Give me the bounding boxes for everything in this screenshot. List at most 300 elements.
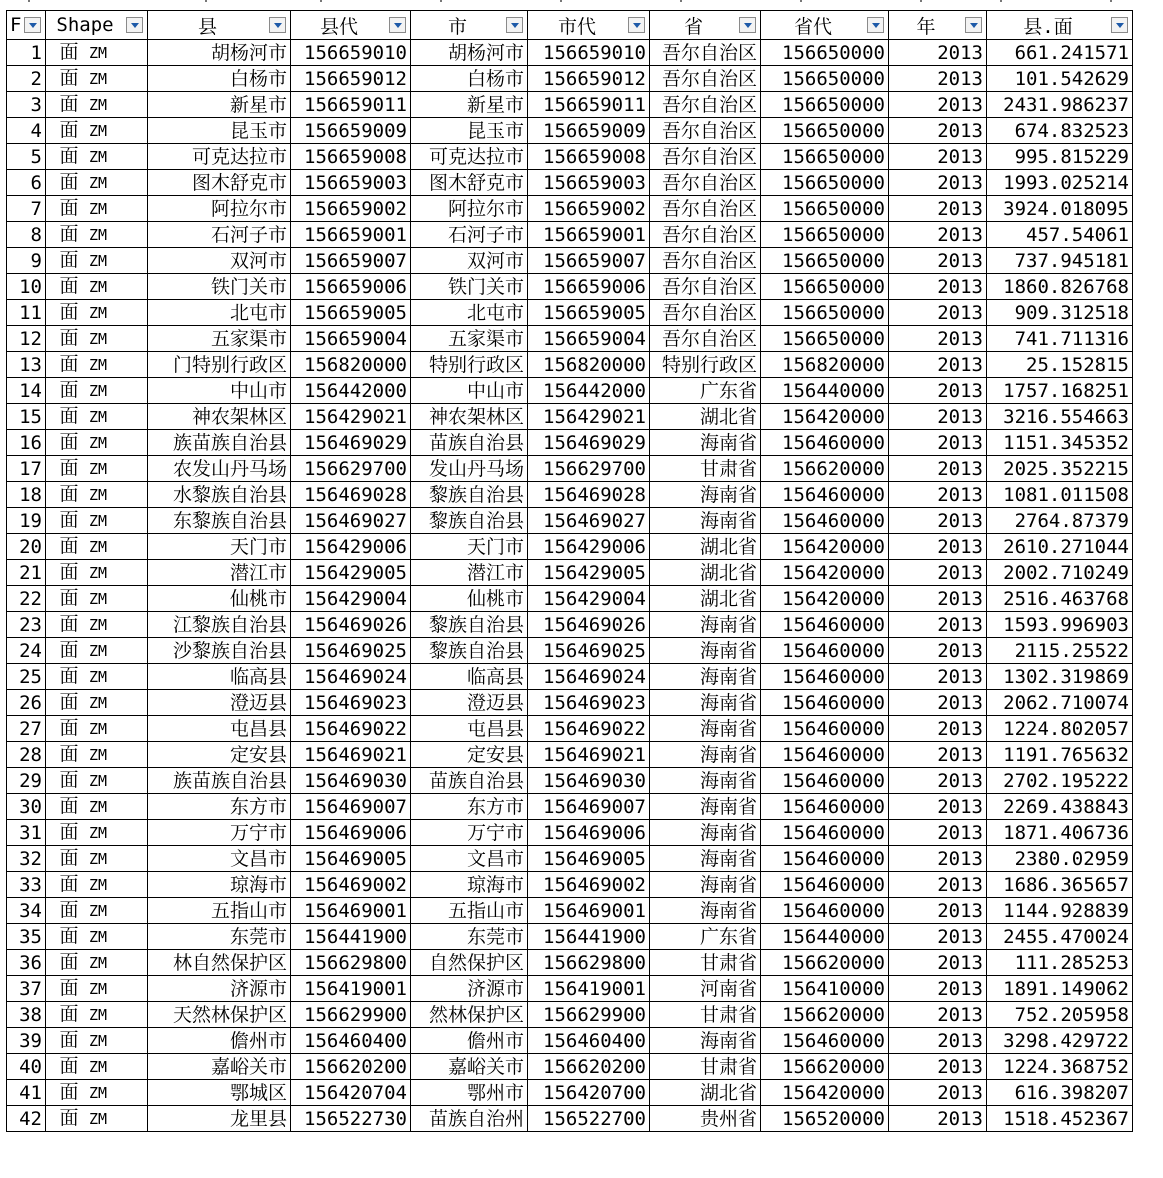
- table-row[interactable]: [7, 898, 1133, 924]
- cell-fid[interactable]: 22: [7, 586, 46, 612]
- col-header-area[interactable]: 县.面: [987, 11, 1133, 40]
- filter-dropdown-icon[interactable]: [739, 17, 756, 33]
- cell-area[interactable]: 1891.149062: [987, 976, 1133, 1002]
- cell-area[interactable]: 1686.365657: [987, 872, 1133, 898]
- cell-shape[interactable]: [46, 820, 148, 846]
- cell-fid[interactable]: 19: [7, 508, 46, 534]
- cell-city-code[interactable]: 156659006: [528, 274, 650, 300]
- cell-province[interactable]: 海南省: [650, 872, 761, 898]
- cell-city[interactable]: 琼海市: [411, 872, 528, 898]
- cell-province[interactable]: 广东省: [650, 378, 761, 404]
- cell-city[interactable]: 仙桃市: [411, 586, 528, 612]
- cell-area[interactable]: 3216.554663: [987, 404, 1133, 430]
- cell-year[interactable]: 2013: [889, 534, 987, 560]
- cell-province[interactable]: 湖北省: [650, 1080, 761, 1106]
- cell-city-code[interactable]: 156522700: [528, 1106, 650, 1132]
- cell-shape[interactable]: [46, 976, 148, 1002]
- cell-county-code[interactable]: 156469028: [291, 482, 411, 508]
- table-row[interactable]: [7, 976, 1133, 1002]
- cell-fid[interactable]: 35: [7, 924, 46, 950]
- cell-fid[interactable]: 23: [7, 612, 46, 638]
- cell-province[interactable]: 海南省: [650, 690, 761, 716]
- cell-county[interactable]: 琼海市: [148, 872, 291, 898]
- cell-shape[interactable]: [46, 378, 148, 404]
- filter-dropdown-icon[interactable]: [506, 17, 523, 33]
- cell-province[interactable]: 甘肃省: [650, 1054, 761, 1080]
- cell-city-code[interactable]: 156659007: [528, 248, 650, 274]
- cell-city-code[interactable]: 156469030: [528, 768, 650, 794]
- cell-shape[interactable]: [46, 1054, 148, 1080]
- cell-shape[interactable]: [46, 404, 148, 430]
- table-row[interactable]: [7, 846, 1133, 872]
- cell-fid[interactable]: 4: [7, 118, 46, 144]
- cell-shape[interactable]: [46, 924, 148, 950]
- cell-province[interactable]: 海南省: [650, 794, 761, 820]
- cell-fid[interactable]: 6: [7, 170, 46, 196]
- cell-province[interactable]: 海南省: [650, 716, 761, 742]
- cell-fid[interactable]: 8: [7, 222, 46, 248]
- cell-area[interactable]: 1302.319869: [987, 664, 1133, 690]
- table-row[interactable]: [7, 378, 1133, 404]
- cell-county[interactable]: 族苗族自治县: [148, 768, 291, 794]
- cell-county[interactable]: 石河子市: [148, 222, 291, 248]
- cell-year[interactable]: 2013: [889, 716, 987, 742]
- cell-shape[interactable]: [46, 664, 148, 690]
- cell-city-code[interactable]: 156419001: [528, 976, 650, 1002]
- cell-province[interactable]: 海南省: [650, 482, 761, 508]
- cell-county[interactable]: 图木舒克市: [148, 170, 291, 196]
- cell-county-code[interactable]: 156629900: [291, 1002, 411, 1028]
- cell-city-code[interactable]: 156469021: [528, 742, 650, 768]
- cell-province[interactable]: 海南省: [650, 742, 761, 768]
- cell-county-code[interactable]: 156659010: [291, 40, 411, 66]
- cell-county[interactable]: 江黎族自治县: [148, 612, 291, 638]
- cell-province[interactable]: 吾尔自治区: [650, 300, 761, 326]
- cell-province-code[interactable]: 156650000: [761, 196, 889, 222]
- cell-city-code[interactable]: 156469028: [528, 482, 650, 508]
- cell-shape[interactable]: [46, 1106, 148, 1132]
- col-header-province[interactable]: 省: [650, 11, 761, 40]
- cell-province[interactable]: 湖北省: [650, 586, 761, 612]
- cell-fid[interactable]: 3: [7, 92, 46, 118]
- cell-area[interactable]: 995.815229: [987, 144, 1133, 170]
- cell-county[interactable]: 五家渠市: [148, 326, 291, 352]
- cell-city-code[interactable]: 156659003: [528, 170, 650, 196]
- table-row[interactable]: [7, 534, 1133, 560]
- cell-city-code[interactable]: 156629900: [528, 1002, 650, 1028]
- cell-province-code[interactable]: 156410000: [761, 976, 889, 1002]
- cell-fid[interactable]: 32: [7, 846, 46, 872]
- cell-county[interactable]: 林自然保护区: [148, 950, 291, 976]
- cell-area[interactable]: 2764.87379: [987, 508, 1133, 534]
- cell-area[interactable]: 1151.345352: [987, 430, 1133, 456]
- cell-county-code[interactable]: 156429006: [291, 534, 411, 560]
- cell-year[interactable]: 2013: [889, 820, 987, 846]
- table-row[interactable]: [7, 768, 1133, 794]
- cell-county-code[interactable]: 156469006: [291, 820, 411, 846]
- cell-city[interactable]: 胡杨河市: [411, 40, 528, 66]
- cell-city-code[interactable]: 156659004: [528, 326, 650, 352]
- cell-county-code[interactable]: 156659005: [291, 300, 411, 326]
- filter-dropdown-icon[interactable]: [965, 17, 982, 33]
- cell-city[interactable]: 五家渠市: [411, 326, 528, 352]
- cell-area[interactable]: 1144.928839: [987, 898, 1133, 924]
- cell-city[interactable]: 五指山市: [411, 898, 528, 924]
- cell-shape[interactable]: [46, 716, 148, 742]
- filter-dropdown-icon[interactable]: [867, 17, 884, 33]
- cell-county[interactable]: 可克达拉市: [148, 144, 291, 170]
- cell-shape[interactable]: [46, 92, 148, 118]
- col-header-city[interactable]: 市: [411, 11, 528, 40]
- cell-province[interactable]: 吾尔自治区: [650, 222, 761, 248]
- cell-year[interactable]: 2013: [889, 326, 987, 352]
- cell-province[interactable]: 特别行政区: [650, 352, 761, 378]
- cell-county[interactable]: 东黎族自治县: [148, 508, 291, 534]
- cell-city[interactable]: 黎族自治县: [411, 482, 528, 508]
- cell-county[interactable]: 东莞市: [148, 924, 291, 950]
- cell-city[interactable]: 阿拉尔市: [411, 196, 528, 222]
- cell-county[interactable]: 沙黎族自治县: [148, 638, 291, 664]
- cell-city[interactable]: 临高县: [411, 664, 528, 690]
- cell-shape[interactable]: [46, 300, 148, 326]
- cell-province[interactable]: 吾尔自治区: [650, 66, 761, 92]
- cell-fid[interactable]: 1: [7, 40, 46, 66]
- table-row[interactable]: [7, 1002, 1133, 1028]
- cell-province[interactable]: 广东省: [650, 924, 761, 950]
- cell-city[interactable]: 东莞市: [411, 924, 528, 950]
- cell-city-code[interactable]: 156442000: [528, 378, 650, 404]
- cell-city-code[interactable]: 156429004: [528, 586, 650, 612]
- cell-year[interactable]: 2013: [889, 586, 987, 612]
- table-row[interactable]: [7, 456, 1133, 482]
- cell-county-code[interactable]: 156469026: [291, 612, 411, 638]
- cell-fid[interactable]: 5: [7, 144, 46, 170]
- table-row[interactable]: [7, 170, 1133, 196]
- cell-city-code[interactable]: 156469001: [528, 898, 650, 924]
- table-row[interactable]: [7, 1028, 1133, 1054]
- cell-fid[interactable]: 42: [7, 1106, 46, 1132]
- cell-county[interactable]: 临高县: [148, 664, 291, 690]
- cell-shape[interactable]: [46, 794, 148, 820]
- cell-city[interactable]: 文昌市: [411, 846, 528, 872]
- cell-city-code[interactable]: 156659001: [528, 222, 650, 248]
- cell-county[interactable]: 阿拉尔市: [148, 196, 291, 222]
- cell-year[interactable]: 2013: [889, 378, 987, 404]
- cell-year[interactable]: 2013: [889, 898, 987, 924]
- cell-area[interactable]: 101.542629: [987, 66, 1133, 92]
- cell-shape[interactable]: [46, 950, 148, 976]
- cell-area[interactable]: 909.312518: [987, 300, 1133, 326]
- cell-shape[interactable]: [46, 222, 148, 248]
- cell-province-code[interactable]: 156650000: [761, 326, 889, 352]
- cell-shape[interactable]: [46, 40, 148, 66]
- cell-province-code[interactable]: 156520000: [761, 1106, 889, 1132]
- cell-county-code[interactable]: 156469029: [291, 430, 411, 456]
- table-row[interactable]: [7, 664, 1133, 690]
- cell-county-code[interactable]: 156522730: [291, 1106, 411, 1132]
- cell-province-code[interactable]: 156620000: [761, 1054, 889, 1080]
- cell-fid[interactable]: 11: [7, 300, 46, 326]
- cell-province-code[interactable]: 156650000: [761, 222, 889, 248]
- cell-county[interactable]: 定安县: [148, 742, 291, 768]
- cell-province-code[interactable]: 156440000: [761, 924, 889, 950]
- filter-dropdown-icon[interactable]: [126, 17, 143, 33]
- cell-shape[interactable]: [46, 534, 148, 560]
- col-header-year[interactable]: 年: [889, 11, 987, 40]
- cell-city-code[interactable]: 156629800: [528, 950, 650, 976]
- cell-city-code[interactable]: 156469007: [528, 794, 650, 820]
- cell-province-code[interactable]: 156820000: [761, 352, 889, 378]
- cell-fid[interactable]: 39: [7, 1028, 46, 1054]
- table-row[interactable]: [7, 196, 1133, 222]
- table-row[interactable]: [7, 742, 1133, 768]
- cell-county[interactable]: 神农架林区: [148, 404, 291, 430]
- cell-fid[interactable]: 29: [7, 768, 46, 794]
- cell-county[interactable]: 门特别行政区: [148, 352, 291, 378]
- cell-county-code[interactable]: 156441900: [291, 924, 411, 950]
- cell-shape[interactable]: [46, 742, 148, 768]
- cell-shape[interactable]: [46, 638, 148, 664]
- cell-province[interactable]: 河南省: [650, 976, 761, 1002]
- cell-city[interactable]: 白杨市: [411, 66, 528, 92]
- cell-area[interactable]: 3924.018095: [987, 196, 1133, 222]
- cell-fid[interactable]: 36: [7, 950, 46, 976]
- cell-fid[interactable]: 10: [7, 274, 46, 300]
- cell-city[interactable]: 潜江市: [411, 560, 528, 586]
- cell-year[interactable]: 2013: [889, 612, 987, 638]
- cell-year[interactable]: 2013: [889, 222, 987, 248]
- cell-year[interactable]: 2013: [889, 638, 987, 664]
- cell-area[interactable]: 616.398207: [987, 1080, 1133, 1106]
- cell-shape[interactable]: [46, 170, 148, 196]
- cell-city-code[interactable]: 156469002: [528, 872, 650, 898]
- table-row[interactable]: [7, 274, 1133, 300]
- cell-city[interactable]: 双河市: [411, 248, 528, 274]
- cell-county-code[interactable]: 156469001: [291, 898, 411, 924]
- filter-dropdown-icon[interactable]: [1111, 17, 1128, 33]
- cell-province-code[interactable]: 156460000: [761, 508, 889, 534]
- cell-shape[interactable]: [46, 898, 148, 924]
- cell-province[interactable]: 吾尔自治区: [650, 248, 761, 274]
- cell-province-code[interactable]: 156650000: [761, 144, 889, 170]
- cell-area[interactable]: 111.285253: [987, 950, 1133, 976]
- cell-year[interactable]: 2013: [889, 456, 987, 482]
- cell-province-code[interactable]: 156650000: [761, 118, 889, 144]
- cell-city[interactable]: 昆玉市: [411, 118, 528, 144]
- cell-fid[interactable]: 21: [7, 560, 46, 586]
- col-header-county-code[interactable]: 县代: [291, 11, 411, 40]
- cell-fid[interactable]: 34: [7, 898, 46, 924]
- cell-county-code[interactable]: 156659002: [291, 196, 411, 222]
- cell-county[interactable]: 仙桃市: [148, 586, 291, 612]
- cell-shape[interactable]: [46, 144, 148, 170]
- cell-province-code[interactable]: 156460000: [761, 794, 889, 820]
- cell-province-code[interactable]: 156650000: [761, 92, 889, 118]
- cell-city[interactable]: 济源市: [411, 976, 528, 1002]
- cell-county[interactable]: 双河市: [148, 248, 291, 274]
- cell-province[interactable]: 海南省: [650, 768, 761, 794]
- cell-area[interactable]: 2431.986237: [987, 92, 1133, 118]
- cell-province-code[interactable]: 156650000: [761, 66, 889, 92]
- cell-fid[interactable]: 20: [7, 534, 46, 560]
- cell-year[interactable]: 2013: [889, 872, 987, 898]
- cell-city-code[interactable]: 156659012: [528, 66, 650, 92]
- cell-city-code[interactable]: 156469006: [528, 820, 650, 846]
- table-row[interactable]: [7, 924, 1133, 950]
- cell-county-code[interactable]: 156429004: [291, 586, 411, 612]
- cell-province[interactable]: 海南省: [650, 664, 761, 690]
- cell-area[interactable]: 2455.470024: [987, 924, 1133, 950]
- table-row[interactable]: [7, 248, 1133, 274]
- cell-area[interactable]: 737.945181: [987, 248, 1133, 274]
- cell-fid[interactable]: 37: [7, 976, 46, 1002]
- cell-year[interactable]: 2013: [889, 664, 987, 690]
- cell-year[interactable]: 2013: [889, 690, 987, 716]
- cell-year[interactable]: 2013: [889, 66, 987, 92]
- cell-county-code[interactable]: 156460400: [291, 1028, 411, 1054]
- cell-area[interactable]: 2115.25522: [987, 638, 1133, 664]
- table-row[interactable]: [7, 638, 1133, 664]
- cell-province[interactable]: 海南省: [650, 508, 761, 534]
- cell-shape[interactable]: [46, 456, 148, 482]
- cell-county-code[interactable]: 156469027: [291, 508, 411, 534]
- cell-province[interactable]: 湖北省: [650, 534, 761, 560]
- cell-province[interactable]: 甘肃省: [650, 456, 761, 482]
- cell-province[interactable]: 海南省: [650, 820, 761, 846]
- table-row[interactable]: [7, 352, 1133, 378]
- cell-county-code[interactable]: 156659009: [291, 118, 411, 144]
- cell-county-code[interactable]: 156419001: [291, 976, 411, 1002]
- cell-province-code[interactable]: 156460000: [761, 430, 889, 456]
- cell-province-code[interactable]: 156420000: [761, 404, 889, 430]
- cell-county[interactable]: 昆玉市: [148, 118, 291, 144]
- table-row[interactable]: [7, 300, 1133, 326]
- cell-province-code[interactable]: 156650000: [761, 300, 889, 326]
- cell-county[interactable]: 潜江市: [148, 560, 291, 586]
- cell-year[interactable]: 2013: [889, 924, 987, 950]
- cell-province-code[interactable]: 156460000: [761, 872, 889, 898]
- cell-shape[interactable]: [46, 352, 148, 378]
- cell-fid[interactable]: 18: [7, 482, 46, 508]
- cell-province-code[interactable]: 156460000: [761, 690, 889, 716]
- cell-county-code[interactable]: 156469007: [291, 794, 411, 820]
- cell-year[interactable]: 2013: [889, 404, 987, 430]
- cell-county-code[interactable]: 156469023: [291, 690, 411, 716]
- cell-county[interactable]: 天门市: [148, 534, 291, 560]
- cell-city-code[interactable]: 156659005: [528, 300, 650, 326]
- cell-city[interactable]: 中山市: [411, 378, 528, 404]
- cell-year[interactable]: 2013: [889, 560, 987, 586]
- cell-city-code[interactable]: 156441900: [528, 924, 650, 950]
- cell-year[interactable]: 2013: [889, 794, 987, 820]
- cell-province-code[interactable]: 156650000: [761, 274, 889, 300]
- cell-city-code[interactable]: 156659011: [528, 92, 650, 118]
- cell-shape[interactable]: [46, 872, 148, 898]
- cell-county[interactable]: 东方市: [148, 794, 291, 820]
- cell-city-code[interactable]: 156620200: [528, 1054, 650, 1080]
- cell-province-code[interactable]: 156460000: [761, 898, 889, 924]
- table-row[interactable]: [7, 872, 1133, 898]
- cell-county-code[interactable]: 156469022: [291, 716, 411, 742]
- cell-province[interactable]: 吾尔自治区: [650, 92, 761, 118]
- cell-fid[interactable]: 27: [7, 716, 46, 742]
- cell-city[interactable]: 澄迈县: [411, 690, 528, 716]
- cell-province[interactable]: 湖北省: [650, 404, 761, 430]
- cell-year[interactable]: 2013: [889, 1054, 987, 1080]
- cell-city-code[interactable]: 156469029: [528, 430, 650, 456]
- cell-county[interactable]: 鄂城区: [148, 1080, 291, 1106]
- cell-city-code[interactable]: 156429005: [528, 560, 650, 586]
- cell-area[interactable]: 661.241571: [987, 40, 1133, 66]
- cell-city-code[interactable]: 156659009: [528, 118, 650, 144]
- cell-year[interactable]: 2013: [889, 1080, 987, 1106]
- col-header-county[interactable]: 县: [148, 11, 291, 40]
- cell-area[interactable]: 1224.368752: [987, 1054, 1133, 1080]
- cell-province-code[interactable]: 156620000: [761, 950, 889, 976]
- cell-year[interactable]: 2013: [889, 768, 987, 794]
- cell-city[interactable]: 黎族自治县: [411, 638, 528, 664]
- cell-year[interactable]: 2013: [889, 248, 987, 274]
- table-row[interactable]: [7, 716, 1133, 742]
- cell-city-code[interactable]: 156469023: [528, 690, 650, 716]
- table-row[interactable]: [7, 144, 1133, 170]
- cell-area[interactable]: 1871.406736: [987, 820, 1133, 846]
- cell-fid[interactable]: 17: [7, 456, 46, 482]
- cell-city[interactable]: 屯昌县: [411, 716, 528, 742]
- cell-year[interactable]: 2013: [889, 274, 987, 300]
- cell-province[interactable]: 海南省: [650, 612, 761, 638]
- cell-area[interactable]: 2380.02959: [987, 846, 1133, 872]
- cell-city[interactable]: 万宁市: [411, 820, 528, 846]
- cell-county[interactable]: 天然林保护区: [148, 1002, 291, 1028]
- cell-city-code[interactable]: 156659008: [528, 144, 650, 170]
- cell-area[interactable]: 2516.463768: [987, 586, 1133, 612]
- col-header-city-code[interactable]: 市代: [528, 11, 650, 40]
- filter-dropdown-icon[interactable]: [269, 17, 286, 33]
- table-row[interactable]: [7, 1080, 1133, 1106]
- cell-city-code[interactable]: 156429021: [528, 404, 650, 430]
- cell-city-code[interactable]: 156469022: [528, 716, 650, 742]
- cell-year[interactable]: 2013: [889, 144, 987, 170]
- cell-year[interactable]: 2013: [889, 1002, 987, 1028]
- cell-area[interactable]: 1860.826768: [987, 274, 1133, 300]
- cell-year[interactable]: 2013: [889, 1028, 987, 1054]
- cell-province[interactable]: 海南省: [650, 846, 761, 872]
- filter-dropdown-icon[interactable]: [389, 17, 406, 33]
- cell-area[interactable]: 741.711316: [987, 326, 1133, 352]
- table-row[interactable]: [7, 1106, 1133, 1132]
- cell-year[interactable]: 2013: [889, 1106, 987, 1132]
- filter-dropdown-icon[interactable]: [24, 17, 41, 33]
- cell-area[interactable]: 1518.452367: [987, 1106, 1133, 1132]
- cell-province-code[interactable]: 156420000: [761, 1080, 889, 1106]
- cell-area[interactable]: 752.205958: [987, 1002, 1133, 1028]
- cell-city[interactable]: 嘉峪关市: [411, 1054, 528, 1080]
- cell-city-code[interactable]: 156469027: [528, 508, 650, 534]
- cell-shape[interactable]: [46, 768, 148, 794]
- cell-province[interactable]: 吾尔自治区: [650, 144, 761, 170]
- cell-shape[interactable]: [46, 612, 148, 638]
- cell-county[interactable]: 农发山丹马场: [148, 456, 291, 482]
- cell-province-code[interactable]: 156460000: [761, 1028, 889, 1054]
- cell-county-code[interactable]: 156429005: [291, 560, 411, 586]
- cell-county-code[interactable]: 156629800: [291, 950, 411, 976]
- cell-county-code[interactable]: 156420704: [291, 1080, 411, 1106]
- cell-shape[interactable]: [46, 482, 148, 508]
- cell-fid[interactable]: 40: [7, 1054, 46, 1080]
- cell-year[interactable]: 2013: [889, 742, 987, 768]
- cell-shape[interactable]: [46, 248, 148, 274]
